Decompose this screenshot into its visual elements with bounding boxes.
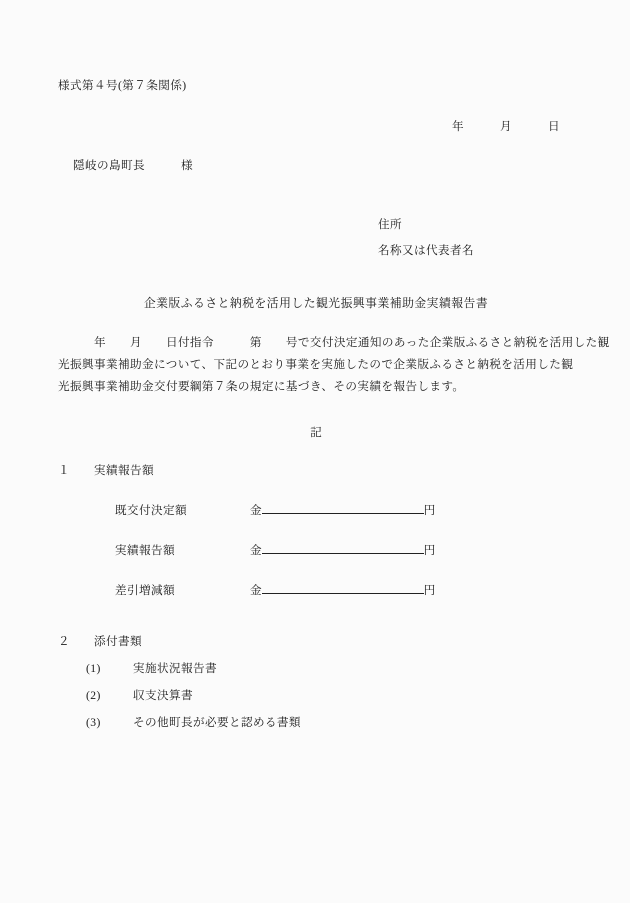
page-title: 企業版ふるさと納税を活用した観光振興事業補助金実績報告書 xyxy=(143,296,489,310)
amount-row xyxy=(58,542,574,562)
yen-suffix: 円 xyxy=(423,584,436,597)
list-item-label: その他町長が必要と認める書類 xyxy=(133,716,301,729)
list-item xyxy=(58,714,574,730)
section-2-number: ２ xyxy=(58,635,70,648)
addressee-line: 隠岐の島町長 様 xyxy=(73,159,193,172)
amount-value xyxy=(250,502,435,518)
section-1-spacer xyxy=(70,464,94,477)
section-2-heading xyxy=(58,633,574,649)
body-line: 光振興事業補助金交付要綱第７条の規定に基づき、その実績を報告します。 xyxy=(58,380,465,394)
list-item-marker: (2) xyxy=(86,689,101,702)
amount-value xyxy=(250,582,435,598)
section-2-label: 添付書類 xyxy=(94,635,142,648)
yen-suffix: 円 xyxy=(423,504,436,517)
form-number: 様式第４号(第７条関係) xyxy=(58,79,187,92)
list-item-label: 実施状況報告書 xyxy=(133,662,217,675)
applicant-block xyxy=(378,219,474,256)
amount-row xyxy=(58,582,574,602)
date-line: 年 月 日 xyxy=(452,120,560,133)
amount-input-blank[interactable] xyxy=(262,542,424,554)
body-paragraph xyxy=(58,336,610,394)
section-attachments xyxy=(58,633,574,730)
ki-marker: 記 xyxy=(310,426,322,439)
amount-row xyxy=(58,502,574,522)
body-line: 年 月 日付指令 第 号で交付決定通知のあった企業版ふるさと納税を活用した観 xyxy=(58,336,610,349)
amount-row-group xyxy=(58,502,574,602)
document-body xyxy=(58,0,610,903)
attachment-list xyxy=(58,660,574,730)
list-item-label: 収支決算書 xyxy=(133,689,193,702)
amount-label: 実績報告額 xyxy=(115,544,175,557)
section-performance-amount xyxy=(58,462,574,602)
list-item-marker: (3) xyxy=(86,716,101,729)
section-1-label: 実績報告額 xyxy=(94,464,154,477)
list-item xyxy=(58,687,574,703)
section-2-spacer xyxy=(70,635,94,648)
amount-value xyxy=(250,542,435,558)
applicant-address-label: 住所 xyxy=(378,218,402,231)
applicant-name-label: 名称又は代表者名 xyxy=(378,243,474,257)
amount-input-blank[interactable] xyxy=(262,502,424,514)
section-1-heading xyxy=(58,462,574,478)
body-line: 光振興事業補助金について、下記のとおり事業を実施したので企業版ふるさと納税を活用した観 xyxy=(58,358,574,372)
amount-label: 差引増減額 xyxy=(115,584,175,597)
amount-label: 既交付決定額 xyxy=(115,504,187,517)
section-1-number: １ xyxy=(58,464,70,477)
yen-prefix: 金 xyxy=(250,544,262,557)
amount-input-blank[interactable] xyxy=(262,582,424,594)
list-item xyxy=(58,660,574,676)
yen-prefix: 金 xyxy=(250,584,262,597)
yen-suffix: 円 xyxy=(423,544,436,557)
yen-prefix: 金 xyxy=(250,504,262,517)
list-item-marker: (1) xyxy=(86,662,101,675)
